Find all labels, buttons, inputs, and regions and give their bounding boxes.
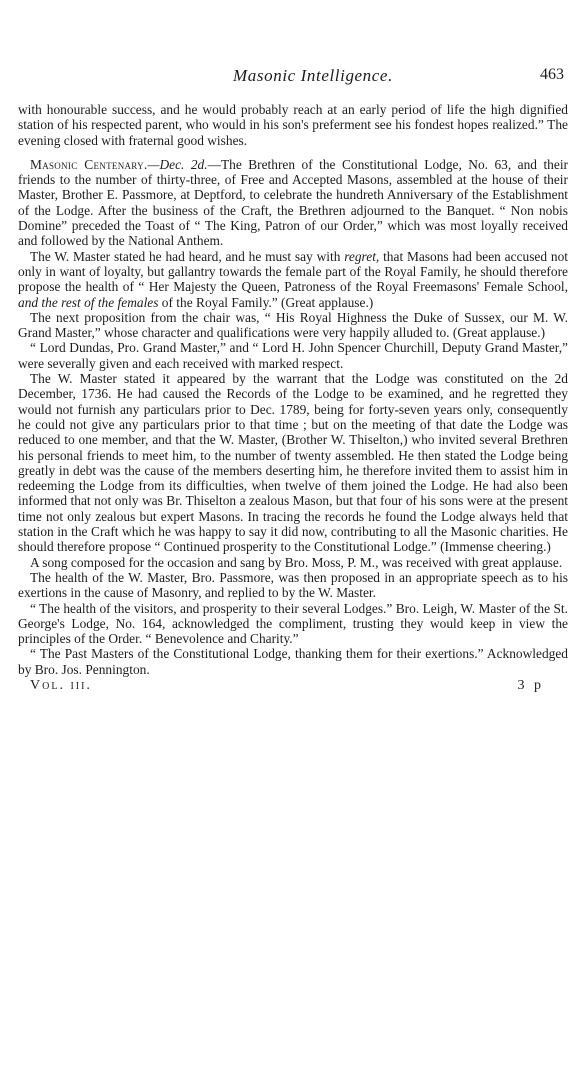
emphasis-run: regret,: [344, 248, 380, 264]
paragraph-master-health: The health of the W. Master, Bro. Passmore, was then proposed in an appropriate speech as to his exertions in the cause of Masonry, and replied to by the W. Master.: [18, 569, 568, 601]
paragraph-royal-family: [18, 249, 568, 310]
article-body: [18, 102, 568, 677]
section-heading: Masonic Centenary.: [30, 156, 148, 172]
text-run: that Masons had been accused not only in want of loyalty, but gallantry towards the female part of the Royal Family, he should therefore propose the health of “ Her Majesty the Queen, Patroness of the Royal Freemasons' Female School,: [18, 248, 568, 295]
signature-mark: 3 p: [517, 677, 544, 693]
running-title: Masonic Intelligence.: [233, 66, 393, 85]
paragraph-visitors: “ The health of the visitors, and prosperity to their several Lodges.” Bro. Leigh, W. Master of the St. George's Lodge, No. 164, acknowledged the compliment, trusting they would keep in view the principles of the Order. “ Benevolence and Charity.”: [18, 600, 568, 647]
paragraph-continuation: with honourable success, and he would probably reach at an early period of life the high dignified station of his respected parent, who would in his son's preferment see his fondest hopes realized.” The evening closed with fraternal good wishes.: [18, 102, 568, 148]
paragraph-text: —The Brethren of the Constitutional Lodge, No. 63, and their friends to the number of thirty-three, of Free and Accepted Masons, assembled at the house of their Master, Brother E. Passmore, at Deptford, to celebrate the hundreth Anniversary of the Establishment of the Lodge. After the business of the Craft, the Brethren adjourned to the Banquet. “ Non nobis Domine” preceded the Toast of “ The King, Patron of our Order,” which was most loyally received and followed by the National Anthem.: [18, 156, 568, 249]
page-header: [18, 66, 568, 96]
page-footer: [18, 678, 568, 696]
paragraph-duke-of-sussex: The next proposition from the chair was, “ His Royal Highness the Duke of Sussex, our M. W. Grand Master,” whose character and qualifications were very happily alluded to. (Great applause.): [18, 309, 568, 341]
section-date: —Dec. 2d.: [147, 156, 208, 172]
paragraph-lodge-history: The W. Master stated it appeared by the warrant that the Lodge was constituted on the 2d December, 1736. He had caused the Records of the Lodge to be examined, and he regretted they would not furnish any particulars prior to Dec. 1789, being for forty-seven years only, consequently he could not give any particulars prior to that time ; but on the meeting of that date the Lodge was reduced to one member, and that the W. Master, (Brother W. Thiselton,) who invited several Brethren his personal friends to meet him, to the number of twenty assembled. He then stated the Lodge being greatly in debt was the cause of the members deserting him, he therefore invited them to assist him in redeeming the Lodge from its difficulties, when twelve of them joined the Lodge. He had also been informed that not only was Br. Thiselton a zealous Mason, but that four of his sons were at the present time not only zealous but expert Masons. In tracing the records he found the Lodge always held that station in the Craft which he was happy to say it did now, contributing to all the Masonic charities. He should therefore propose “ Continued prosperity to the Constitutional Lodge.” (Immense cheering.): [18, 371, 568, 555]
paragraph-past-masters: “ The Past Masters of the Constitutional Lodge, thanking them for their exertions.” Acknowledged by Bro. Jos. Pennington.: [18, 646, 568, 677]
emphasis-run: and the rest of the females: [18, 294, 159, 310]
paragraph-lord-dundas: “ Lord Dundas, Pro. Grand Master,” and “ Lord H. John Spencer Churchill, Deputy Grand Master,” were severally given and each received with marked respect.: [18, 340, 568, 371]
paragraph-masonic-centenary: [18, 157, 568, 249]
text-run: of the Royal Family.” (Great applause.): [158, 294, 374, 310]
page-number: 463: [540, 66, 564, 83]
volume-label: Vol. iii.: [30, 677, 92, 693]
paragraph-song: A song composed for the occasion and sang by Bro. Moss, P. M., was received with great applause.: [30, 554, 563, 570]
document-page: [18, 66, 568, 696]
text-run: The W. Master stated he had heard, and he must say with: [30, 248, 345, 264]
